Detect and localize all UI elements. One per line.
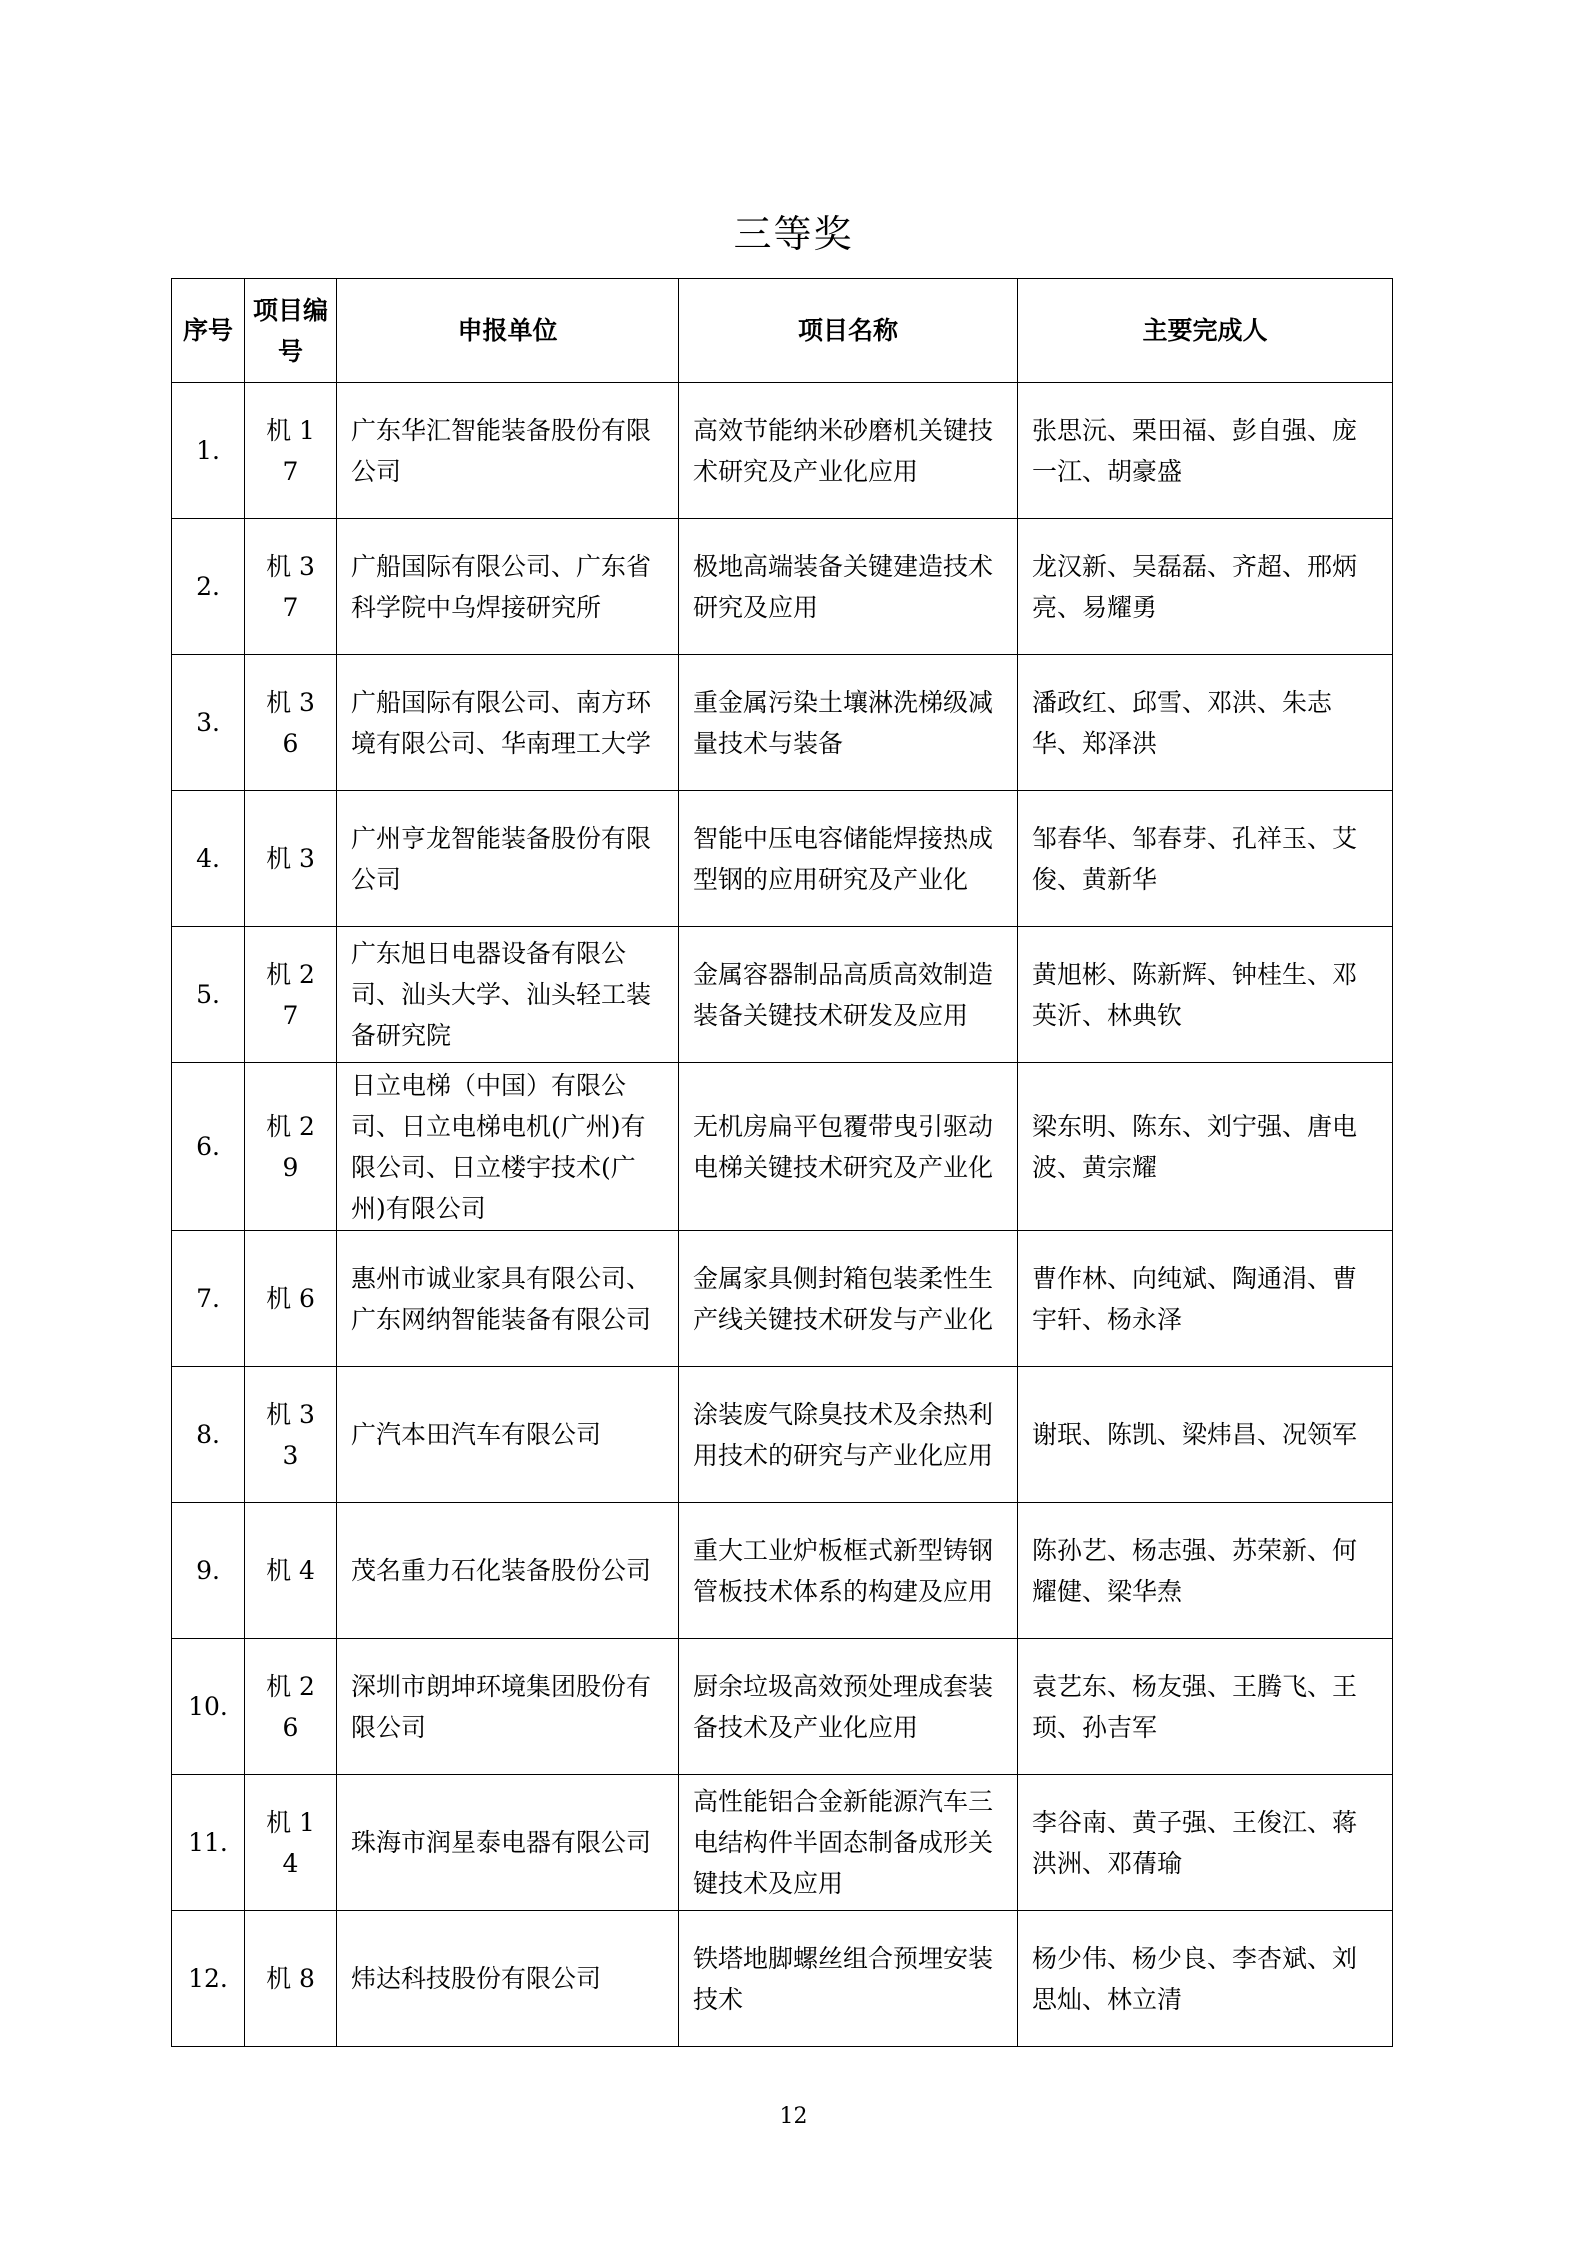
cell-project: 极地高端装备关键建造技术研究及应用 bbox=[679, 519, 1018, 655]
cell-persons: 张思沅、栗田福、彭自强、庞一江、胡豪盛 bbox=[1018, 383, 1393, 519]
cell-code: 机 14 bbox=[245, 1775, 337, 1911]
cell-persons: 李谷南、黄子强、王俊江、蒋洪洲、邓蒨瑜 bbox=[1018, 1775, 1393, 1911]
header-project: 项目名称 bbox=[679, 279, 1018, 383]
cell-project: 重大工业炉板框式新型铸钢管板技术体系的构建及应用 bbox=[679, 1503, 1018, 1639]
cell-project: 涂装废气除臭技术及余热利用技术的研究与产业化应用 bbox=[679, 1367, 1018, 1503]
cell-persons: 袁艺东、杨友强、王腾飞、王顼、孙吉军 bbox=[1018, 1639, 1393, 1775]
cell-seq: 10. bbox=[172, 1639, 245, 1775]
cell-seq: 5. bbox=[172, 927, 245, 1063]
cell-code: 机 37 bbox=[245, 519, 337, 655]
cell-unit: 广船国际有限公司、广东省科学院中乌焊接研究所 bbox=[337, 519, 679, 655]
cell-unit: 炜达科技股份有限公司 bbox=[337, 1911, 679, 2047]
cell-unit: 日立电梯（中国）有限公司、日立电梯电机(广州)有限公司、日立楼宇技术(广州)有限公司 bbox=[337, 1063, 679, 1231]
cell-project: 智能中压电容储能焊接热成型钢的应用研究及产业化 bbox=[679, 791, 1018, 927]
cell-seq: 12. bbox=[172, 1911, 245, 2047]
table-row bbox=[172, 791, 1393, 927]
cell-project: 高性能铝合金新能源汽车三电结构件半固态制备成形关键技术及应用 bbox=[679, 1775, 1018, 1911]
cell-code: 机 6 bbox=[245, 1231, 337, 1367]
cell-persons: 杨少伟、杨少良、李杏斌、刘思灿、林立清 bbox=[1018, 1911, 1393, 2047]
cell-project: 厨余垃圾高效预处理成套装备技术及产业化应用 bbox=[679, 1639, 1018, 1775]
cell-seq: 1. bbox=[172, 383, 245, 519]
cell-code: 机 36 bbox=[245, 655, 337, 791]
cell-code: 机 8 bbox=[245, 1911, 337, 2047]
cell-code: 机 26 bbox=[245, 1639, 337, 1775]
cell-persons: 梁东明、陈东、刘宁强、唐电波、黄宗耀 bbox=[1018, 1063, 1393, 1231]
table-row bbox=[172, 927, 1393, 1063]
cell-code: 机 29 bbox=[245, 1063, 337, 1231]
table-row bbox=[172, 655, 1393, 791]
cell-code: 机 3 bbox=[245, 791, 337, 927]
cell-unit: 惠州市诚业家具有限公司、广东网纳智能装备有限公司 bbox=[337, 1231, 679, 1367]
cell-seq: 11. bbox=[172, 1775, 245, 1911]
table-row bbox=[172, 519, 1393, 655]
cell-seq: 4. bbox=[172, 791, 245, 927]
cell-unit: 广州亨龙智能装备股份有限公司 bbox=[337, 791, 679, 927]
cell-persons: 黄旭彬、陈新辉、钟桂生、邓英沂、林典钦 bbox=[1018, 927, 1393, 1063]
cell-project: 重金属污染土壤淋洗梯级减量技术与装备 bbox=[679, 655, 1018, 791]
cell-seq: 9. bbox=[172, 1503, 245, 1639]
cell-persons: 龙汉新、吴磊磊、齐超、邢炳亮、易耀勇 bbox=[1018, 519, 1393, 655]
cell-seq: 8. bbox=[172, 1367, 245, 1503]
cell-unit: 广船国际有限公司、南方环境有限公司、华南理工大学 bbox=[337, 655, 679, 791]
cell-unit: 广东旭日电器设备有限公司、汕头大学、汕头轻工装备研究院 bbox=[337, 927, 679, 1063]
table-row bbox=[172, 1775, 1393, 1911]
cell-unit: 广汽本田汽车有限公司 bbox=[337, 1367, 679, 1503]
cell-seq: 2. bbox=[172, 519, 245, 655]
table-row bbox=[172, 1367, 1393, 1503]
cell-unit: 深圳市朗坤环境集团股份有限公司 bbox=[337, 1639, 679, 1775]
cell-seq: 7. bbox=[172, 1231, 245, 1367]
table-row bbox=[172, 383, 1393, 519]
header-code: 项目编号 bbox=[245, 279, 337, 383]
header-unit: 申报单位 bbox=[337, 279, 679, 383]
cell-persons: 潘政红、邱雪、邓洪、朱志华、郑泽洪 bbox=[1018, 655, 1393, 791]
cell-persons: 谢珉、陈凯、梁炜昌、况领军 bbox=[1018, 1367, 1393, 1503]
cell-project: 金属容器制品高质高效制造装备关键技术研发及应用 bbox=[679, 927, 1018, 1063]
cell-project: 无机房扁平包覆带曳引驱动电梯关键技术研究及产业化 bbox=[679, 1063, 1018, 1231]
page-title: 三等奖 bbox=[733, 212, 854, 256]
header-persons: 主要完成人 bbox=[1018, 279, 1393, 383]
cell-unit: 珠海市润星泰电器有限公司 bbox=[337, 1775, 679, 1911]
award-table bbox=[171, 278, 1393, 2047]
cell-project: 金属家具侧封箱包装柔性生产线关键技术研发与产业化 bbox=[679, 1231, 1018, 1367]
cell-code: 机 17 bbox=[245, 383, 337, 519]
cell-project: 高效节能纳米砂磨机关键技术研究及产业化应用 bbox=[679, 383, 1018, 519]
cell-persons: 陈孙艺、杨志强、苏荣新、何耀健、梁华焘 bbox=[1018, 1503, 1393, 1639]
page-number: 12 bbox=[779, 2104, 808, 2129]
cell-code: 机 4 bbox=[245, 1503, 337, 1639]
table-row bbox=[172, 1911, 1393, 2047]
cell-unit: 广东华汇智能装备股份有限公司 bbox=[337, 383, 679, 519]
table-header-row bbox=[172, 279, 1393, 383]
cell-seq: 3. bbox=[172, 655, 245, 791]
cell-code: 机 27 bbox=[245, 927, 337, 1063]
cell-code: 机 33 bbox=[245, 1367, 337, 1503]
cell-persons: 曹作林、向纯斌、陶通涓、曹宇轩、杨永泽 bbox=[1018, 1231, 1393, 1367]
table-row bbox=[172, 1231, 1393, 1367]
cell-persons: 邹春华、邹春芽、孔祥玉、艾俊、黄新华 bbox=[1018, 791, 1393, 927]
table-row bbox=[172, 1063, 1393, 1231]
cell-project: 铁塔地脚螺丝组合预埋安装技术 bbox=[679, 1911, 1018, 2047]
table-row bbox=[172, 1639, 1393, 1775]
header-seq: 序号 bbox=[172, 279, 245, 383]
cell-seq: 6. bbox=[172, 1063, 245, 1231]
table-row bbox=[172, 1503, 1393, 1639]
cell-unit: 茂名重力石化装备股份公司 bbox=[337, 1503, 679, 1639]
